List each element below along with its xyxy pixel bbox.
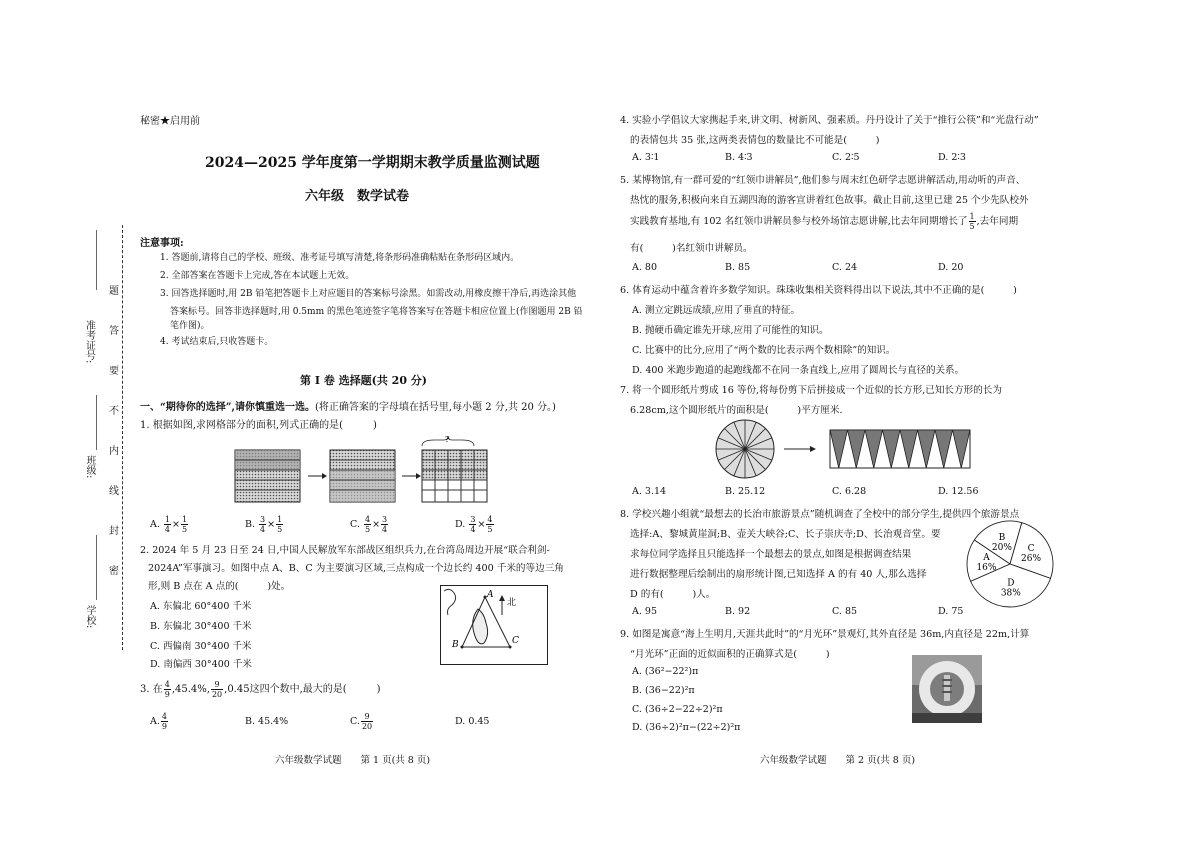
class-label: 班级: [84, 455, 95, 479]
q4-line2: 的表情包共 35 张,这两类表情包的数量比不可能是( ) [630, 135, 880, 146]
secret-label: 秘密★启用前 [140, 116, 200, 127]
q9-option-d: D. (36÷2)²π−(22÷2)²π [632, 722, 741, 733]
page1-footer: 六年级数学试题 第 1 页(共 8 页) [275, 755, 431, 766]
pie-pct-d: 38% [1000, 588, 1021, 599]
map-label-c: C [512, 636, 519, 646]
q9-line1: 9. 如图是寓意“海上生明月,天涯共此时”的“月光环”景观灯,其外直径是 36m,内直径是 22m,计算 [620, 629, 1030, 640]
note-3-cont: 答案标号。回答非选择题时,用 0.5mm 的黑色笔迹签字笔将答案写在答题卡相应位置上(作图题用 2B 铅 [170, 307, 583, 317]
q4-option-a: A. 3∶1 [632, 152, 660, 163]
q5-option-d: D. 20 [938, 262, 964, 273]
q7-option-d: D. 12.56 [938, 486, 979, 497]
q7-option-b: B. 25.12 [725, 486, 766, 497]
q8-line4: 进行数据整理后绘制出的扇形统计图,已知选择 A 的有 40 人,那么选择 [630, 569, 927, 580]
q3-option-a: A. $\frac{4}{9}$ [150, 712, 167, 731]
binding-line [122, 225, 123, 650]
q5-line2: 热忱的服务,积极向来自五湖四海的游客宣讲着红色故事。截止目前,这里已建 25 个少先队校外 [630, 195, 1029, 206]
map-label-a: A [487, 590, 494, 600]
q6-option-b: B. 抛硬币确定谁先开球,应用了可能性的知识。 [632, 325, 829, 336]
section-head [140, 398, 556, 413]
note-3: 3. 回答选择题时,用 2B 铅笔把答题卡上对应题目的答案标号涂黑。如需改动,用橡皮擦干净后,再选涂其他 [160, 289, 577, 299]
q5-option-a: A. 80 [632, 262, 657, 273]
map-north-label: 北 [507, 598, 517, 608]
q2-map [440, 585, 548, 665]
q9-moon-ring-photo [912, 655, 982, 723]
exam-subtitle: 六年级 数学试卷 [305, 189, 410, 204]
notes-title: 注意事项: [140, 238, 184, 249]
seal-char-6: 线 [109, 486, 119, 497]
class-blank [96, 395, 97, 450]
q1-option-a: A. $\frac{1}{4}$ × $\frac{1}{5}$ [150, 515, 188, 534]
q6-option-d: D. 400 米跑步跑道的起跑线都不在同一条直线上,应用了圆周长与直径的关系。 [632, 365, 964, 376]
q8-option-d: D. 75 [938, 606, 964, 617]
seal-char-2: 答 [109, 326, 119, 337]
pie-label-d: D [1007, 578, 1015, 589]
q2-option-b: B. 东偏北 30°400 千米 [150, 621, 252, 632]
q6-option-a: A. 测立定跳远成绩,应用了垂直的特征。 [632, 305, 800, 316]
q9-option-b: B. (36−22)²π [632, 685, 695, 696]
note-1: 1. 答题前,请将自己的学校、班级、准考证号填写清楚,将条形码准确粘贴在条形码区域内。 [160, 253, 520, 263]
q9-option-a: A. (36²−22²)π [632, 666, 699, 677]
q1-question-mark: ? [445, 435, 450, 444]
q2-option-d: D. 南偏西 30°400 千米 [150, 659, 252, 670]
q4-option-b: B. 4∶3 [725, 152, 753, 163]
q1-option-c: C. $\frac{4}{5}$ × $\frac{3}{4}$ [350, 515, 388, 534]
seal-char-7: 封 [109, 526, 119, 537]
q8-line2: 选择:A、黎城黄崖洞;B、壶关大峡谷;C、长子崇庆寺;D、长治观音堂。要 [630, 529, 941, 540]
note-4: 4. 考试结束后,只收答题卡。 [160, 337, 274, 347]
q6-line1: 6. 体育运动中蕴含着许多数学知识。珠珠收集相关资料得出以下说法,其中不正确的是( ) [620, 285, 1017, 296]
school-blank [96, 535, 97, 600]
q8-pie-chart [964, 518, 1056, 610]
pie-label-a: A [983, 552, 990, 563]
page2-footer: 六年级数学试题 第 2 页(共 8 页) [760, 755, 916, 766]
q3-option-c: C. $\frac{9}{20}$ [350, 712, 373, 731]
q8-option-a: A. 95 [632, 606, 657, 617]
pie-label-b: B [998, 532, 1006, 543]
q7-option-c: C. 6.28 [832, 486, 867, 497]
q2-option-c: C. 西偏南 30°400 千米 [150, 641, 252, 652]
section-head-rest: (将正确答案的字母填在括号里,每小题 2 分,共 20 分。) [315, 402, 556, 413]
q5-line3: 实践教育基地,有 102 名红领巾讲解员参与校外场馆志愿讲解,比去年同期增长了 $\frac{1}{5}$ ,去年同期 [630, 212, 1019, 231]
note-3-end: 笔作图)。 [170, 321, 210, 331]
q5-line1: 5. 某博物馆,有一群可爱的“红领巾讲解员”,他们参与周末红色研学志愿讲解活动,用动听的声音、 [620, 175, 1026, 186]
seal-char-1: 题 [109, 286, 119, 297]
q8-line5: D 的有( )人。 [630, 589, 716, 600]
q8-line3: 求每位同学选择且只能选择一个最想去的景点,如图是根据调查结果 [630, 549, 912, 560]
exam-title: 2024—2025 学年度第一学期期末教学质量监测试题 [205, 155, 540, 171]
map-label-b: B [452, 640, 459, 650]
q7-option-a: A. 3.14 [632, 486, 667, 497]
q2-option-a: A. 东偏北 60°400 千米 [150, 601, 252, 612]
section-title: 第 Ⅰ 卷 选择题(共 20 分) [300, 374, 428, 387]
q3-option-d: D. 0.4̇5̇ [455, 716, 490, 727]
q8-option-c: C. 85 [832, 606, 858, 617]
q7-line2: 6.28cm,这个圆形纸片的面积是( )平方厘米. [630, 405, 843, 416]
q2-line3: 形,则 B 点在 A 点的( )处。 [148, 581, 291, 592]
q2-line2: 2024A”军事演习。如图中点 A、B、C 为主要演习区域,三点构成一个边长约 400 千米的等边三角 [148, 563, 564, 574]
q1-text: 1. 根据如图,求网格部分的面积,列式正确的是( ) [140, 420, 377, 431]
pie-pct-b: 20% [991, 542, 1012, 553]
seal-char-4: 不 [109, 406, 119, 417]
q1-option-b: B. $\frac{3}{4}$ × $\frac{1}{5}$ [245, 515, 283, 534]
q4-line1: 4. 实验小学倡议大家携起手来,讲文明、树新风、强素质。丹丹设计了关于“推行公筷”和“光盘行动” [620, 115, 1039, 126]
q4-option-c: C. 2∶5 [832, 152, 860, 163]
q4-option-d: D. 2∶3 [938, 152, 966, 163]
pie-pct-a: 16% [976, 562, 997, 573]
q2-line1: 2. 2024 年 5 月 23 日至 24 日,中国人民解放军东部战区组织兵力,在台湾岛周边开展“联合利剑- [140, 545, 550, 556]
q5-option-c: C. 24 [832, 262, 858, 273]
exam-id-blank [96, 230, 97, 290]
q5-line4: 有( )名红领巾讲解员。 [630, 243, 753, 254]
seal-char-3: 要 [109, 366, 119, 377]
seal-char-5: 内 [109, 446, 119, 457]
q5-option-b: B. 85 [725, 262, 751, 273]
seal-char-8: 密 [109, 566, 119, 577]
q1-option-d: D. $\frac{3}{4}$ × $\frac{4}{5}$ [455, 515, 493, 534]
school-label: 学校: [84, 605, 95, 629]
q3-text: 3. 在 $\frac{4}{9}$ ,45.4%, $\frac{9}{20}$ ,0.4̇5̇这四个数中,最大的是( ) [140, 680, 381, 699]
q8-line1: 8. 学校兴趣小组就“最想去的长治市旅游景点”随机调查了全校中的部分学生,提供四个旅游景点 [620, 509, 1020, 520]
q8-option-b: B. 92 [725, 606, 751, 617]
section-head-bold: 一、“期待你的选择”,请你慎重选一选。 [140, 402, 315, 413]
q3-option-b: B. 45.4% [245, 716, 289, 727]
q7-figure [712, 418, 972, 480]
exam-id-label: 准考证号: [83, 320, 95, 364]
note-2: 2. 全部答案在答题卡上完成,答在本试题上无效。 [160, 271, 355, 281]
q7-line1: 7. 将一个圆形纸片剪成 16 等份,将每份剪下后拼接成一个近似的长方形,已知长方形的长为 [620, 385, 1002, 396]
pie-pct-c: 26% [1021, 554, 1042, 565]
q9-option-c: C. (36÷2−22÷2)²π [632, 704, 723, 715]
q9-line2: “月光环”正面的近似面积的正确算式是( ) [630, 649, 830, 660]
q6-option-c: C. 比赛中的比分,应用了“两个数的比表示两个数相除”的知识。 [632, 345, 896, 356]
pie-label-c: C [1027, 544, 1035, 555]
q1-figure [230, 434, 492, 508]
